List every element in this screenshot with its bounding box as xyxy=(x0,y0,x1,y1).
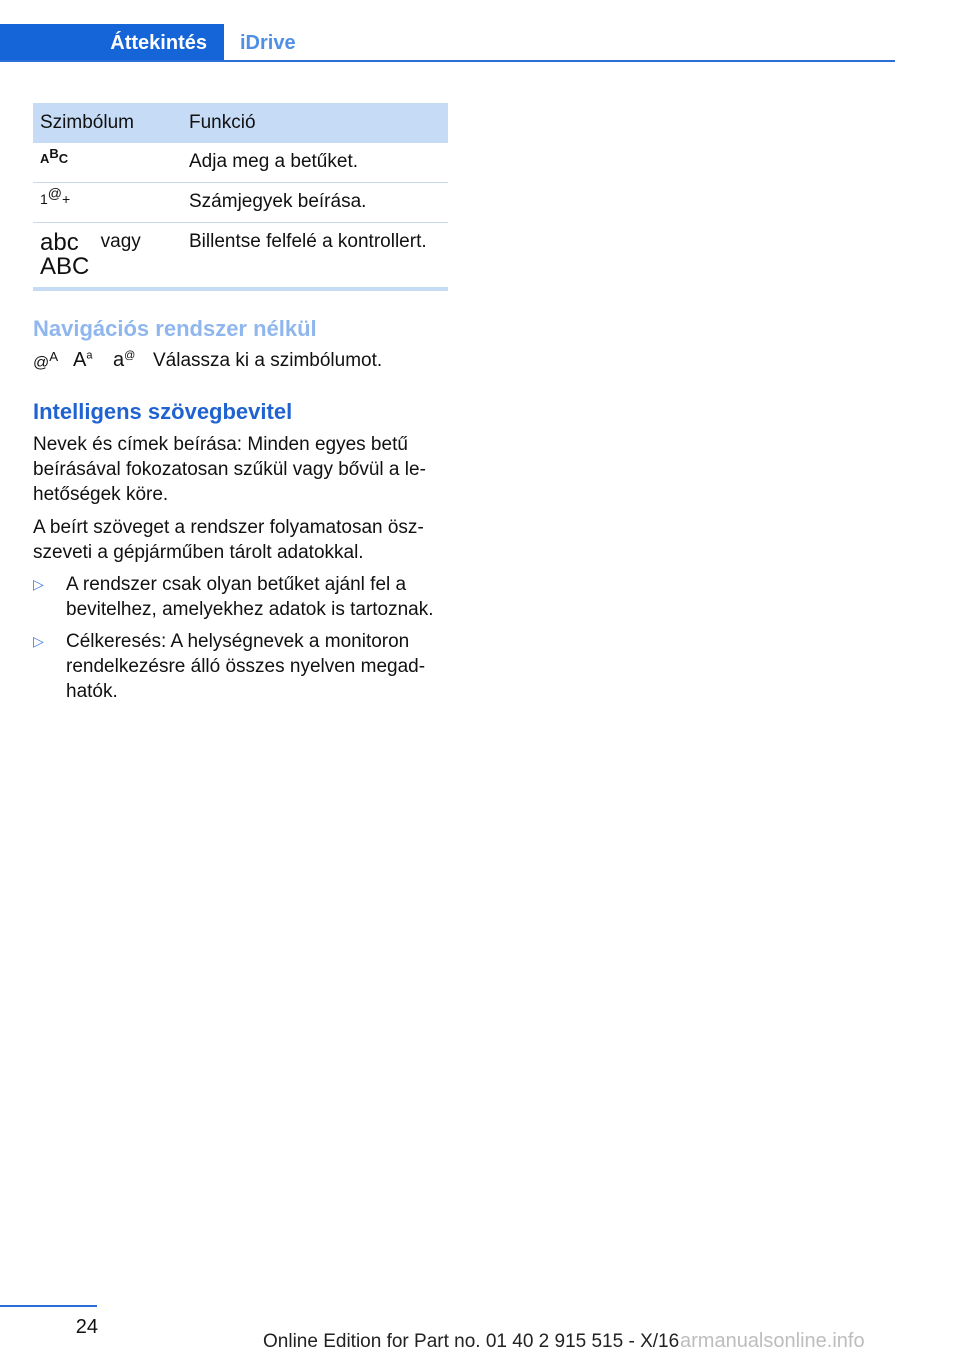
column-header-symbol: Szimbólum xyxy=(40,112,134,133)
tab-attekintes[interactable]: Áttekintés xyxy=(0,24,224,62)
list-item xyxy=(33,572,453,622)
upper-lower-icon: $A^a$ xyxy=(73,349,93,372)
row-function: Adja meg a betűket. xyxy=(189,151,358,172)
triangle-bullet-icon: ▷ xyxy=(33,576,44,592)
section-heading-nav: Navigációs rendszer nélkül xyxy=(33,316,317,341)
paragraph: A beírt szöveget a rendszer folyamatosan öszszeveti a gépjárműben tárolt adatokkal. xyxy=(33,517,424,563)
bullet-list xyxy=(33,572,453,711)
triangle-bullet-icon: ▷ xyxy=(33,633,44,649)
case-toggle-icon: abc ABC xyxy=(40,229,90,280)
header xyxy=(0,0,895,62)
table-bottom-rule xyxy=(33,287,448,291)
numbers-symbols-icon: 1@+ xyxy=(40,185,71,207)
edition-text: Online Edition for Part no. 01 40 2 915 515 - X/16 xyxy=(263,1331,680,1352)
table-row xyxy=(33,143,448,183)
list-item-text: A rendszer csak olyan betűket ajánl fel a bevitelhez, amelyekhez adatok is tartoznak. xyxy=(66,574,434,620)
nav-instruction: Válassza ki a szimbólumot. xyxy=(153,349,383,371)
abc-superscript-icon: ABC xyxy=(40,146,69,166)
row-function: Számjegyek beírása. xyxy=(189,191,367,212)
nav-symbol-line xyxy=(33,349,382,372)
symbol-text-vagy: vagy xyxy=(100,231,141,252)
page-number: 24 xyxy=(75,1316,98,1338)
list-item xyxy=(33,629,453,704)
table-header xyxy=(33,103,448,143)
table-row xyxy=(33,223,448,287)
tab-idrive[interactable]: iDrive xyxy=(240,31,296,54)
lower-at-icon: a@ xyxy=(113,349,136,372)
paragraph: Nevek és címek beírása: Minden egyes betű beírásával fokozatosan szűkül vagy bővül a lehetőségek köre. xyxy=(33,434,426,505)
table-row xyxy=(33,183,448,223)
list-item-text: Célkeresés: A helységnevek a monitoron rendelkezésre álló összes nyelven megadhatók. xyxy=(66,631,426,702)
column-header-function: Funkció xyxy=(189,112,256,133)
section-heading-intelligent: Intelligens szövegbevitel xyxy=(33,399,293,424)
row-function: Billentse felfelé a kontrollert. xyxy=(189,231,427,252)
symbol-table xyxy=(33,103,448,291)
footer-divider xyxy=(0,1305,97,1307)
at-letter-icon: @$^A$ xyxy=(33,349,59,372)
header-divider xyxy=(0,60,895,62)
watermark: armanualsonline.info xyxy=(680,1330,865,1352)
